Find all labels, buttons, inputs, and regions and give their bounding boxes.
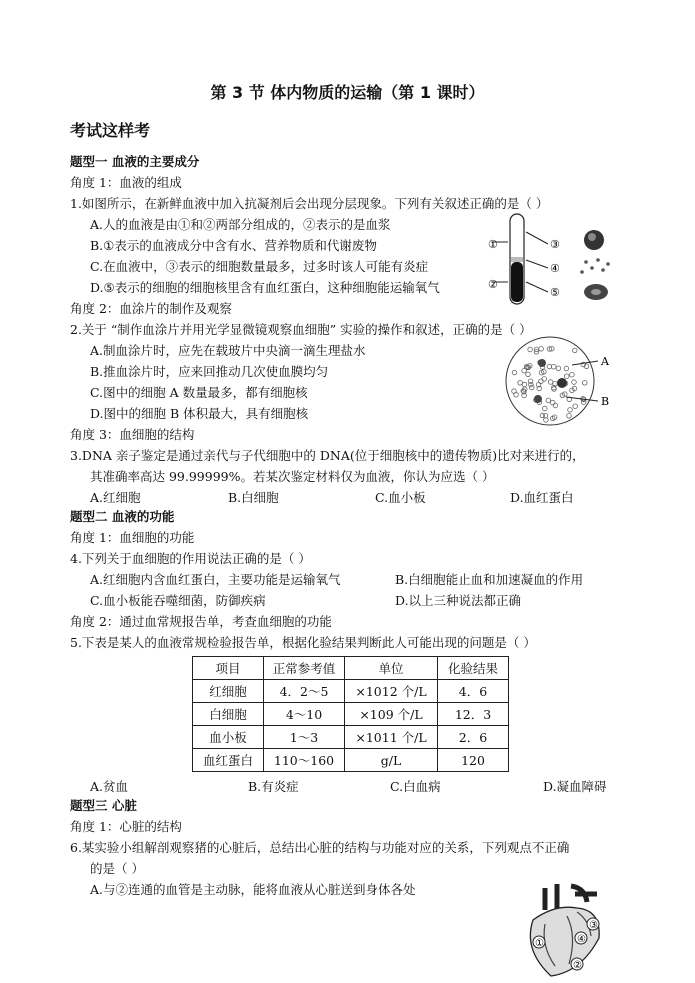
- table-cell: 2．6: [438, 726, 509, 749]
- q1-option-b: B.①表示的血液成分中含有水、营养物质和代谢废物: [90, 238, 377, 253]
- table-cell: g/L: [345, 749, 438, 772]
- table-header-row: [193, 657, 509, 680]
- q1-option-d: D.⑤表示的细胞的细胞核里含有血红蛋白，这种细胞能运输氧气: [90, 280, 440, 295]
- label-5: ⑤: [550, 286, 560, 299]
- q5-option-c: C.白血病: [390, 779, 441, 794]
- angle-heading: 角度 1：血液的组成: [70, 175, 182, 190]
- q5-option-d: D.凝血障碍: [543, 779, 607, 794]
- leader-5: [526, 282, 548, 292]
- q3-option-d: D.血红蛋白: [510, 490, 574, 505]
- table-cell: 110～160: [264, 749, 345, 772]
- q6-option-a: A.与②连通的血管是主动脉，能将血液从心脏送到身体各处: [90, 882, 416, 897]
- table-header: 正常参考值: [264, 657, 345, 680]
- type-heading-1: 题型一 血液的主要成分: [70, 154, 200, 169]
- q3-option-a: A.红细胞: [90, 490, 141, 505]
- great-vessels: [545, 884, 597, 910]
- table-cell: 4．2～5: [264, 680, 345, 703]
- heart-figure: [515, 880, 607, 980]
- white-cell: [538, 359, 546, 367]
- label-2: ②: [488, 278, 498, 291]
- page-title: 第 3 节 体内物质的运输（第 1 课时）: [210, 83, 485, 102]
- blood-tube-figure: [488, 212, 618, 307]
- question-6: 6.某实验小组解剖观察猪的心脏后，总结出心脏的结构与功能对应的关系，下列观点不正确: [70, 840, 570, 855]
- table-row: [193, 703, 509, 726]
- label-4: ④: [550, 262, 560, 275]
- type-heading-2: 题型二 血液的功能: [70, 509, 175, 524]
- table-cell: ×1011 个/L: [345, 726, 438, 749]
- q2-option-b: B.推血涂片时，应来回推动几次使血膜均匀: [90, 364, 329, 379]
- angle-heading: 角度 1：心脏的结构: [70, 819, 182, 834]
- q3-option-b: B.白细胞: [228, 490, 279, 505]
- label-b: B: [601, 395, 610, 408]
- type-heading-3: 题型三 心脏: [70, 798, 137, 813]
- question-1: 1.如图所示，在新鲜血液中加入抗凝剂后会出现分层现象。下列有关叙述正确的是（ ）: [70, 196, 549, 211]
- table-cell: 4．6: [438, 680, 509, 703]
- question-3: 3.DNA 亲子鉴定是通过亲代与子代细胞中的 DNA(位于细胞核中的遗传物质)比对来进行的，: [70, 448, 585, 463]
- q2-option-a: A.制血涂片时，应先在载玻片中央滴一滴生理盐水: [90, 343, 366, 358]
- leader-3: [526, 232, 548, 244]
- label-1: ①: [535, 938, 544, 949]
- angle-heading: 角度 2：血涂片的制作及观察: [70, 301, 232, 316]
- table-cell: ×109 个/L: [345, 703, 438, 726]
- table-row: [193, 726, 509, 749]
- label-a: A: [601, 355, 609, 368]
- question-6-line-2: 的是（ ）: [90, 861, 144, 876]
- table-row: [193, 749, 509, 772]
- table-row: [193, 680, 509, 703]
- q4-option-b: B.白细胞能止血和加速凝血的作用: [395, 572, 584, 587]
- section-heading: 考试这样考: [70, 121, 151, 140]
- white-cell: [557, 378, 567, 388]
- label-3: ③: [589, 920, 598, 931]
- q4-option-a: A.红细胞内含血红蛋白，主要功能是运输氧气: [90, 572, 341, 587]
- q1-option-c: C.在血液中，③表示的细胞数量最多，过多时该人可能有炎症: [90, 259, 429, 274]
- table-cell: 血红蛋白: [193, 749, 264, 772]
- blood-smear-figure: [500, 335, 620, 430]
- table-cell: 红细胞: [193, 680, 264, 703]
- q1-option-a: A.人的血液是由①和②两部分组成的，②表示的是血浆: [90, 217, 391, 232]
- q4-option-d: D.以上三种说法都正确: [395, 593, 522, 608]
- white-cell: [534, 395, 542, 403]
- question-4: 4.下列关于血细胞的作用说法正确的是（ ）: [70, 551, 311, 566]
- table-cell: 白细胞: [193, 703, 264, 726]
- q5-option-a: A.贫血: [90, 779, 129, 794]
- angle-heading: 角度 2：通过血常规报告单，考查血细胞的功能: [70, 614, 332, 629]
- q2-option-c: C.图中的细胞 A 数量最多，都有细胞核: [90, 385, 308, 400]
- q4-option-c: C.血小板能吞噬细菌，防御疾病: [90, 593, 266, 608]
- q3-option-c: C.血小板: [375, 490, 426, 505]
- table-header: 单位: [345, 657, 438, 680]
- label-2: ②: [573, 960, 582, 971]
- question-5: 5.下表是某人的血液常规检验报告单，根据化验结果判断此人可能出现的问题是（ ）: [70, 635, 536, 650]
- table-cell: 12．3: [438, 703, 509, 726]
- table-header: 项目: [193, 657, 264, 680]
- leader-4: [526, 260, 548, 268]
- question-2: 2.关于 “制作血涂片并用光学显微镜观察血细胞” 实验的操作和叙述，正确的是（ ）: [70, 322, 532, 337]
- label-1: ①: [488, 238, 498, 251]
- question-3-line-2: 其准确率高达 99.99999%。若某次鉴定材料仅为血液，你认为应选（ ）: [90, 469, 495, 484]
- label-3: ③: [550, 238, 560, 251]
- table-cell: 4～10: [264, 703, 345, 726]
- label-4: ④: [577, 934, 586, 945]
- blood-report-table: [192, 656, 509, 772]
- q2-option-d: D.图中的细胞 B 体积最大，具有细胞核: [90, 406, 309, 421]
- angle-heading: 角度 3：血细胞的结构: [70, 427, 195, 442]
- angle-heading: 角度 1：血细胞的功能: [70, 530, 195, 545]
- table-cell: 1～3: [264, 726, 345, 749]
- red-cell-layer: [511, 262, 523, 302]
- table-cell: ×1012 个/L: [345, 680, 438, 703]
- table-header: 化验结果: [438, 657, 509, 680]
- q5-option-b: B.有炎症: [248, 779, 299, 794]
- platelets-icon: [580, 258, 610, 274]
- table-cell: 血小板: [193, 726, 264, 749]
- table-cell: 120: [438, 749, 509, 772]
- buffy-coat-layer: [511, 257, 523, 262]
